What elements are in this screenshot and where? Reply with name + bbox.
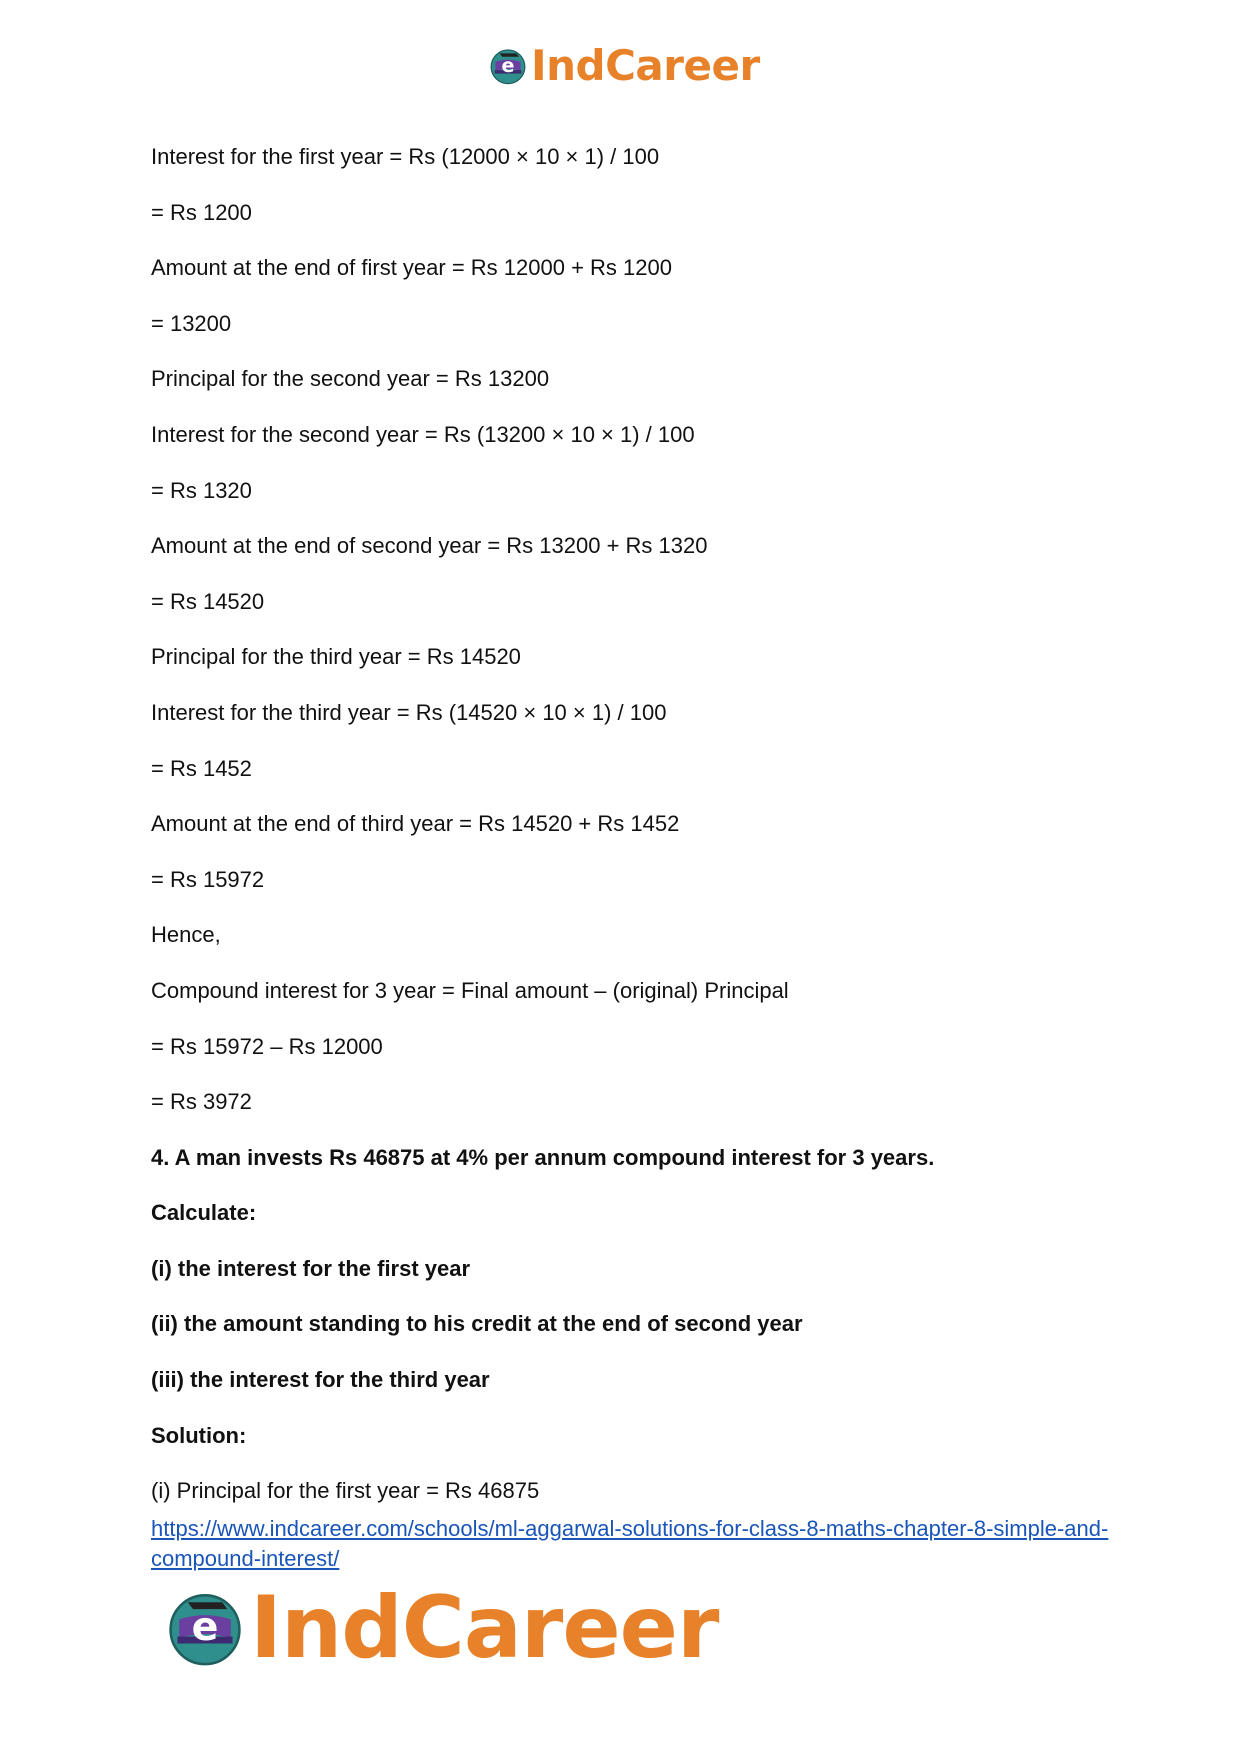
text-line: Compound interest for 3 year = Final amount – (original) Principal (151, 977, 789, 1003)
text-line: Principal for the third year = Rs 14520 (151, 644, 521, 670)
text-line: Principal for the second year = Rs 13200 (151, 366, 550, 392)
text-line: = Rs 15972 – Rs 12000 (151, 1033, 383, 1059)
question-part: (i) the interest for the first year (151, 1255, 471, 1281)
question-part: (ii) the amount standing to his credit at the end of second year (151, 1311, 803, 1337)
indcareer-globe-icon (487, 45, 529, 87)
text-line: = Rs 1452 (151, 755, 252, 781)
text-line: Amount at the end of third year = Rs 14520 + Rs 1452 (151, 811, 680, 837)
logo-wordmark: IndCareer (531, 41, 760, 90)
svg-text:e: e (501, 53, 515, 77)
text-line: = 13200 (151, 310, 232, 336)
text-line: Interest for the first year = Rs (12000 × 10 × 1) / 100 (151, 144, 660, 169)
question-subheading: Calculate: (151, 1200, 257, 1226)
text-line: = Rs 14520 (151, 588, 265, 614)
logo-wordmark: IndCareer (250, 1578, 719, 1678)
text-line: Amount at the end of first year = Rs 12000 + Rs 1200 (151, 255, 672, 281)
document-body (151, 144, 1101, 1534)
svg-text:e: e (191, 1604, 219, 1651)
question-part: (iii) the interest for the third year (151, 1367, 490, 1393)
text-line: = Rs 1320 (151, 477, 252, 503)
text-line: = Rs 3972 (151, 1089, 252, 1115)
text-line: Hence, (151, 922, 221, 948)
text-line: = Rs 15972 (151, 866, 265, 892)
text-line: (i) Principal for the first year = Rs 46875 (151, 1478, 540, 1504)
text-line: Interest for the third year = Rs (14520 × 10 × 1) / 100 (151, 699, 667, 725)
solution-heading: Solution: (151, 1422, 247, 1448)
question-heading: 4. A man invests Rs 46875 at 4% per annum compound interest for 3 years. (151, 1144, 935, 1170)
footer-source-link[interactable]: https://www.indcareer.com/schools/ml-aggarwal-solutions-for-class-8-maths-chapter-8-simple-and-compound-interest/ (151, 1516, 1109, 1571)
text-line: Interest for the second year = Rs (13200 × 10 × 1) / 100 (151, 421, 695, 447)
text-line: Amount at the end of second year = Rs 13200 + Rs 1320 (151, 533, 708, 559)
footer-logo (162, 1578, 719, 1678)
indcareer-globe-icon (162, 1585, 248, 1671)
text-line: = Rs 1200 (151, 199, 252, 225)
header-logo (487, 42, 760, 90)
